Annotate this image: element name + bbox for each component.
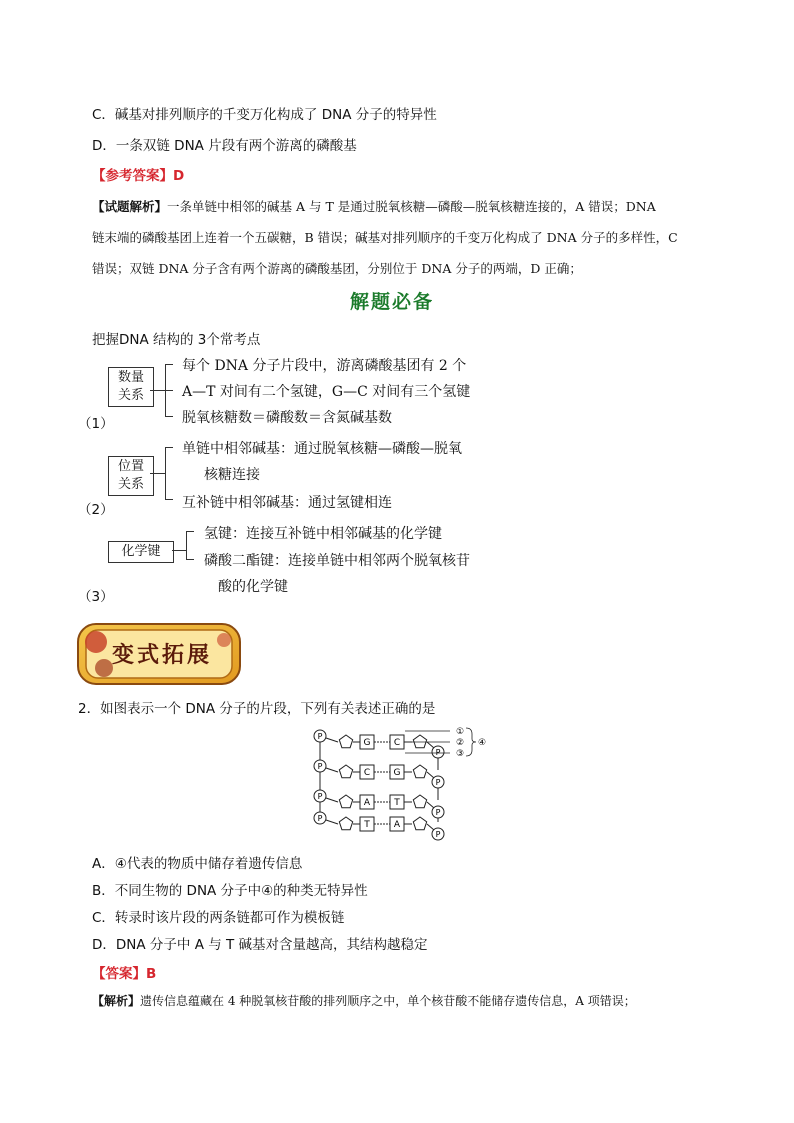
- q1-option-d: D．一条双链 DNA 片段有两个游离的磷酸基: [92, 138, 357, 154]
- group2-label: [108, 456, 154, 496]
- backbone-left-3: [326, 820, 338, 824]
- base-right-2-letter: T: [394, 798, 400, 808]
- backbone-right-2: [427, 802, 434, 808]
- q2-analysis-label: 【解析】: [92, 994, 141, 1008]
- group1-number: （1）: [78, 416, 114, 432]
- q2-option-a: A．④代表的物质中储存着遗传信息: [92, 856, 303, 872]
- group1-item2: A—T 对间有二个氢键，G—C 对间有三个氢键: [182, 384, 471, 400]
- sugar-left-0: [339, 735, 352, 748]
- q2-answer-value: B: [146, 966, 157, 982]
- analysis-label: 【试题解析】: [92, 199, 168, 214]
- sugar-left-1: [339, 765, 352, 778]
- q2-answer: [92, 962, 156, 982]
- phosphate-left-1-label: P: [317, 762, 323, 771]
- q1-analysis-line3: 错误；双链 DNA 分子含有两个游离的磷酸基团，分别位于 DNA 分子的两端，D 正确；: [92, 261, 582, 276]
- group3-number: （3）: [78, 589, 114, 605]
- q2-option-b: B．不同生物的 DNA 分子中④的种类无特异性: [92, 883, 368, 899]
- q2-stem: 2．如图表示一个 DNA 分子的片段，下列有关表述正确的是: [78, 701, 436, 717]
- q1-option-c: C．碱基对排列顺序的千变万化构成了 DNA 分子的特异性: [92, 107, 437, 123]
- base-right-3-letter: A: [393, 820, 401, 830]
- phosphate-right-2-label: P: [435, 808, 441, 817]
- base-left-3-letter: T: [364, 820, 370, 830]
- section-title: 解题必备: [350, 291, 435, 313]
- dna-fragment-diagram: [310, 724, 490, 846]
- phosphate-right-0-label: P: [435, 748, 441, 757]
- marker-1: ②: [456, 738, 465, 748]
- backbone-left-1: [326, 768, 338, 772]
- sugar-right-0: [413, 735, 426, 748]
- phosphate-left-2-label: P: [317, 792, 323, 801]
- marker-0: ①: [456, 727, 465, 737]
- q2-option-d: D．DNA 分子中 A 与 T 碱基对含量越高，其结构越稳定: [92, 937, 428, 953]
- sugar-left-3: [339, 817, 352, 830]
- group2-item2: 核糖连接: [204, 467, 260, 483]
- q1-analysis-line2: 链末端的磷酸基团上连着一个五碳糖，B 错误；碱基对排列顺序的千变万化构成了 DNA 分子的多样性，C: [92, 230, 678, 245]
- analysis-text-1: 一条单链中相邻的碱基 A 与 T 是通过脱氧核糖—磷酸—脱氧核糖连接的，A 错误；DNA: [167, 199, 656, 214]
- group3-label: 化学键: [108, 541, 174, 563]
- phosphate-left-3-label: P: [317, 814, 323, 823]
- key-points-intro: 把握DNA 结构的 3个常考点: [92, 332, 261, 348]
- group2-label-line1: 位置: [117, 459, 144, 474]
- q2-option-c: C．转录时该片段的两条链都可作为模板链: [92, 910, 345, 926]
- q2-analysis-text: 遗传信息蕴藏在 4 种脱氧核苷酸的排列顺序之中，单个核苷酸不能储存遗传信息，A 项错误；: [140, 994, 636, 1008]
- marker-2: ③: [456, 749, 465, 759]
- group3-item2: 磷酸二酯键：连接单链中相邻两个脱氧核苷: [204, 553, 470, 569]
- group2-brace: [165, 447, 166, 499]
- q2-analysis-line1: [92, 992, 636, 1009]
- sugar-left-2: [339, 795, 352, 808]
- banner-text: 变式拓展: [112, 642, 213, 668]
- base-left-0-letter: G: [363, 738, 371, 748]
- base-right-0-letter: C: [393, 738, 401, 748]
- base-left-2-letter: A: [363, 798, 371, 808]
- group2-item3: 互补链中相邻碱基：通过氢键相连: [182, 495, 392, 511]
- backbone-left-0: [326, 738, 338, 742]
- base-right-1-letter: G: [393, 768, 401, 778]
- marker-3: ④: [478, 738, 487, 748]
- group2-label-line2: 关系: [117, 477, 144, 492]
- group1-item1: 每个 DNA 分子片段中，游离磷酸基团有 2 个: [182, 358, 467, 374]
- sugar-right-2: [413, 795, 426, 808]
- group2-item1: 单链中相邻碱基：通过脱氧核糖—磷酸—脱氧: [182, 441, 462, 457]
- phosphate-left-0-label: P: [317, 732, 323, 741]
- group3-item3: 酸的化学键: [218, 579, 288, 595]
- phosphate-right-1-label: P: [435, 778, 441, 787]
- backbone-right-1: [427, 772, 434, 778]
- backbone-left-2: [326, 798, 338, 802]
- answer-label: 【参考答案】: [92, 168, 173, 184]
- backbone-right-3: [427, 824, 434, 830]
- q1-answer: [92, 164, 184, 184]
- sugar-right-1: [413, 765, 426, 778]
- variant-banner: [74, 618, 244, 690]
- group2-number: （2）: [78, 502, 114, 518]
- answer-value: D: [173, 168, 185, 184]
- sugar-right-3: [413, 817, 426, 830]
- group1-label-line2: 关系: [117, 388, 144, 403]
- phosphate-right-3-label: P: [435, 830, 441, 839]
- group3-item1: 氢键：连接互补链中相邻碱基的化学键: [204, 526, 442, 542]
- marker-brace: [466, 728, 476, 756]
- base-left-1-letter: C: [363, 768, 371, 778]
- group3-brace: [186, 531, 187, 559]
- group1-label: [108, 367, 154, 407]
- group1-item3: 脱氧核糖数＝磷酸数＝含氮碱基数: [182, 410, 392, 426]
- q2-answer-label: 【答案】: [92, 966, 146, 982]
- group1-label-line1: 数量: [117, 370, 144, 385]
- q1-analysis-line1: [92, 197, 656, 215]
- backbone-right-0: [427, 742, 434, 748]
